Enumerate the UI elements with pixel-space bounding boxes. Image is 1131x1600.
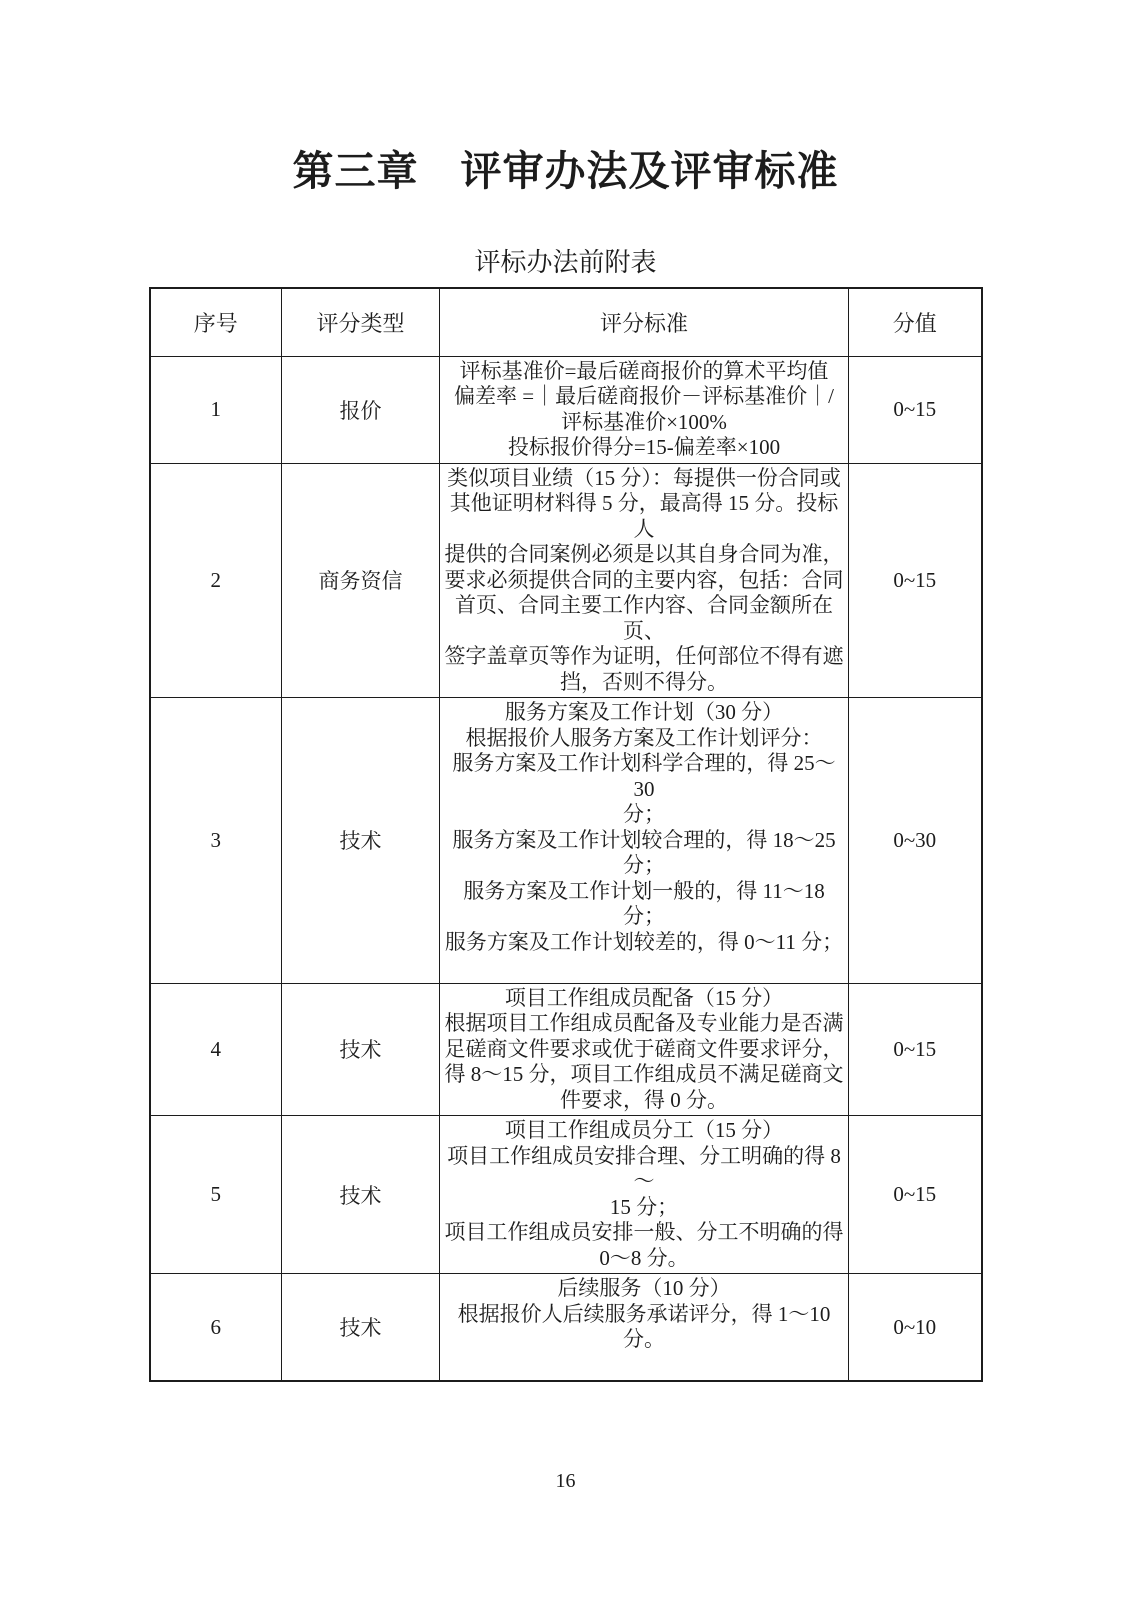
score-value-cell: 0~15: [849, 356, 982, 463]
table-row: [150, 698, 982, 984]
row-number-cell: 1: [150, 356, 282, 463]
score-criteria-cell: [440, 356, 849, 463]
criteria-line: 服务方案及工作计划一般的，得 11～18 分；: [463, 878, 825, 928]
criteria-line: 项目工作组成员安排一般、分工不明确的得: [444, 1220, 844, 1244]
criteria-line: 评标基准价×100%: [561, 409, 727, 434]
criteria-line: 项目工作组成员配备（15 分）: [504, 985, 784, 1010]
criteria-line: 分；: [623, 802, 665, 826]
criteria-line: [443, 955, 845, 981]
row-number-cell: 4: [150, 983, 282, 1116]
criteria-line: 服务方案及工作计划科学合理的，得 25～30: [452, 751, 836, 801]
chapter-title: 第三章 评审办法及评审标准: [292, 148, 839, 194]
criteria-line: 服务方案及工作计划（30 分）: [504, 700, 784, 724]
score-type-cell: 技术: [282, 983, 440, 1116]
criteria-line: 挡，否则不得分。: [560, 669, 728, 694]
criteria-line: 评标基准价=最后磋商报价的算术平均值: [459, 358, 829, 383]
score-criteria-cell: [440, 463, 849, 698]
criteria-line: 要求必须提供合同的主要内容，包括：合同: [444, 567, 844, 592]
table-body: [150, 356, 982, 1381]
score-criteria-cell: [440, 1116, 849, 1274]
table-row: [150, 983, 982, 1116]
score-value-cell: 0~15: [849, 1116, 982, 1274]
criteria-line: 服务方案及工作计划较差的，得 0～11 分；: [444, 929, 844, 954]
criteria-line: 其他证明材料得 5 分，最高得 15 分。投标人: [449, 491, 839, 541]
criteria-line: 根据项目工作组成员配备及专业能力是否满: [444, 1011, 844, 1035]
score-criteria-cell: [440, 1274, 849, 1382]
criteria-line: 足磋商文件要求或优于磋商文件要求评分，: [444, 1036, 844, 1061]
criteria-line: 0～8 分。: [599, 1245, 689, 1270]
criteria-line: 根据报价人服务方案及工作计划评分：: [465, 725, 823, 750]
score-type-cell: 技术: [282, 1116, 440, 1274]
row-number-cell: 5: [150, 1116, 282, 1274]
criteria-line: 件要求，得 0 分。: [560, 1087, 728, 1112]
score-criteria-cell: [440, 983, 849, 1116]
criteria-line: 首页、合同主要工作内容、合同金额所在页、: [455, 593, 833, 643]
score-criteria-cell: [440, 698, 849, 984]
score-value-cell: 0~15: [849, 463, 982, 698]
header-score-type: 评分类型: [282, 288, 440, 356]
criteria-line: 服务方案及工作计划较合理的，得 18～25 分；: [452, 827, 836, 877]
table-row: [150, 356, 982, 463]
criteria-line: [443, 1353, 845, 1379]
criteria-line: 15 分；: [609, 1194, 679, 1219]
criteria-line: 偏差率 =｜最后磋商报价－评标基准价｜/: [454, 384, 834, 408]
score-value-cell: 0~15: [849, 983, 982, 1116]
score-value-cell: 0~30: [849, 698, 982, 984]
criteria-line: 项目工作组成员安排合理、分工明确的得 8～: [447, 1143, 841, 1193]
criteria-line: 后续服务（10 分）: [557, 1276, 731, 1300]
header-score-criteria: 评分标准: [440, 288, 849, 356]
evaluation-score-table: [149, 287, 983, 1382]
criteria-line: 类似项目业绩（15 分）：每提供一份合同或: [447, 465, 841, 490]
criteria-line: 签字盖章页等作为证明，任何部位不得有遮: [444, 644, 844, 668]
table-header-row: [150, 288, 982, 356]
criteria-line: 投标报价得分=15-偏差率×100: [507, 435, 781, 459]
table-row: [150, 463, 982, 698]
score-type-cell: 商务资信: [282, 463, 440, 698]
row-number-cell: 2: [150, 463, 282, 698]
row-number-cell: 3: [150, 698, 282, 984]
table-caption: 评标办法前附表: [474, 248, 657, 277]
criteria-line: 项目工作组成员分工（15 分）: [504, 1118, 784, 1142]
criteria-line: 得 8～15 分，项目工作组成员不满足磋商文: [444, 1062, 844, 1086]
header-score-value: 分值: [849, 288, 982, 356]
score-type-cell: 技术: [282, 698, 440, 984]
score-type-cell: 技术: [282, 1274, 440, 1382]
criteria-line: 提供的合同案例必须是以其自身合同为准，: [444, 542, 844, 566]
score-value-cell: 0~10: [849, 1274, 982, 1382]
row-number-cell: 6: [150, 1274, 282, 1382]
page-number: 16: [555, 1470, 576, 1492]
score-type-cell: 报价: [282, 356, 440, 463]
table-row: [150, 1274, 982, 1382]
criteria-line: 根据报价人后续服务承诺评分，得 1～10 分。: [457, 1301, 831, 1351]
header-serial-number: 序号: [150, 288, 282, 356]
table-row: [150, 1116, 982, 1274]
